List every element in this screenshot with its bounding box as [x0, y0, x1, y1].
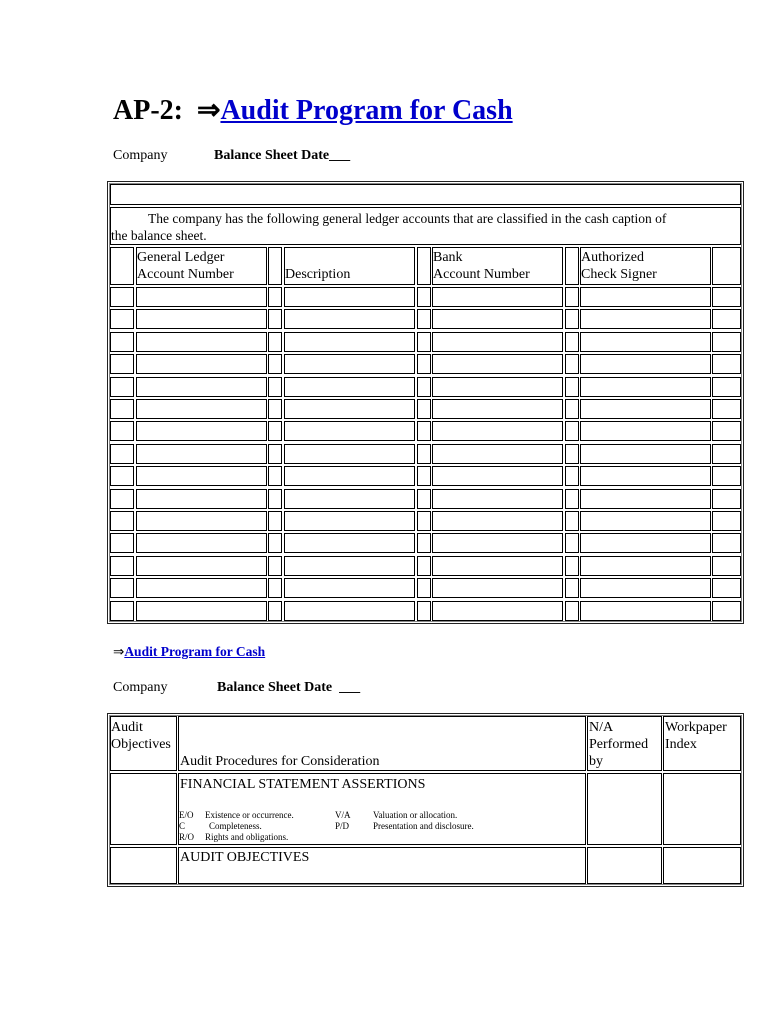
accounts-table-title-cell: [110, 184, 741, 205]
account-row-sep1-cell: [268, 489, 282, 509]
account-row-marker-cell: [110, 332, 134, 352]
account-row-sep2-cell: [417, 466, 431, 486]
balance-sheet-date-label-1: Balance Sheet Date___: [214, 148, 351, 163]
account-row-bank-account-cell: [432, 578, 563, 598]
account-row-marker-cell: [110, 399, 134, 419]
account-row-sep2-cell: [417, 287, 431, 307]
col-na-3: by: [589, 754, 603, 769]
account-row-marker-cell: [110, 444, 134, 464]
account-row-marker-cell: [110, 421, 134, 441]
account-row-gl-account-cell: [136, 556, 267, 576]
account-row-description-cell: [284, 309, 415, 329]
account-row-sep3-cell: [565, 377, 579, 397]
page-title: [113, 93, 513, 127]
account-row-sep3-cell: [565, 444, 579, 464]
col-bank-header-2: Account Number: [433, 267, 530, 282]
account-row-bank-account-cell: [432, 377, 563, 397]
account-row-description-cell: [284, 466, 415, 486]
account-row-description-cell: [284, 421, 415, 441]
account-row-sep2-cell: [417, 489, 431, 509]
col-gl-header-2: Account Number: [137, 267, 234, 282]
account-row-signer-cell: [580, 511, 711, 531]
account-row-end-cell: [712, 377, 741, 397]
account-row-signer-cell: [580, 489, 711, 509]
account-row-signer-cell: [580, 377, 711, 397]
account-row-signer-cell: [580, 466, 711, 486]
title-prefix: AP-2:: [113, 95, 183, 126]
account-row-sep1-cell: [268, 399, 282, 419]
account-row-description-cell: [284, 511, 415, 531]
account-row-description-cell: [284, 287, 415, 307]
arrow-icon: ⇒: [113, 644, 125, 659]
account-row-sep1-cell: [268, 601, 282, 621]
account-row-bank-account-cell: [432, 556, 563, 576]
account-row-bank-account-cell: [432, 601, 563, 621]
company-label-2: Company: [113, 680, 168, 695]
account-row-description-cell: [284, 578, 415, 598]
account-row-sep3-cell: [565, 489, 579, 509]
account-row-end-cell: [712, 556, 741, 576]
account-row-bank-account-cell: [432, 489, 563, 509]
account-row-marker-cell: [110, 511, 134, 531]
legend-pd-text: Presentation and disclosure.: [373, 821, 474, 831]
account-row-marker-cell: [110, 287, 134, 307]
header-marker-cell: [110, 247, 134, 285]
account-row-description-cell: [284, 489, 415, 509]
account-row-sep2-cell: [417, 377, 431, 397]
account-row-end-cell: [712, 578, 741, 598]
account-row-gl-account-cell: [136, 421, 267, 441]
balance-sheet-date-label-2: Balance Sheet Date ___: [217, 680, 361, 695]
header-end-cell: [712, 247, 741, 285]
legend-c-code: C: [179, 821, 186, 831]
audit-program-title-link[interactable]: Audit Program for Cash: [220, 95, 513, 126]
account-row-gl-account-cell: [136, 287, 267, 307]
account-row-end-cell: [712, 287, 741, 307]
legend-pd-code: P/D: [335, 821, 350, 831]
account-row-end-cell: [712, 601, 741, 621]
account-row-sep3-cell: [565, 533, 579, 553]
account-row-sep1-cell: [268, 444, 282, 464]
account-row-sep1-cell: [268, 287, 282, 307]
account-row-signer-cell: [580, 556, 711, 576]
account-row-sep1-cell: [268, 466, 282, 486]
account-row-description-cell: [284, 601, 415, 621]
account-row-sep3-cell: [565, 399, 579, 419]
account-row-sep3-cell: [565, 578, 579, 598]
col-na-1: N/A: [589, 720, 614, 735]
account-row-bank-account-cell: [432, 444, 563, 464]
legend-ro-text: Rights and obligations.: [205, 832, 289, 842]
account-row-sep2-cell: [417, 421, 431, 441]
account-row-signer-cell: [580, 533, 711, 553]
account-row-gl-account-cell: [136, 332, 267, 352]
account-row-bank-account-cell: [432, 399, 563, 419]
account-row-marker-cell: [110, 578, 134, 598]
subheading: [113, 644, 265, 660]
account-row-gl-account-cell: [136, 309, 267, 329]
account-row-marker-cell: [110, 309, 134, 329]
account-row-bank-account-cell: [432, 466, 563, 486]
account-row-bank-account-cell: [432, 309, 563, 329]
account-row-sep2-cell: [417, 309, 431, 329]
account-row-marker-cell: [110, 601, 134, 621]
account-row-description-cell: [284, 354, 415, 374]
account-row-sep1-cell: [268, 354, 282, 374]
account-row-signer-cell: [580, 332, 711, 352]
account-row-signer-cell: [580, 287, 711, 307]
account-row-marker-cell: [110, 354, 134, 374]
account-row-description-cell: [284, 556, 415, 576]
account-row-sep3-cell: [565, 601, 579, 621]
account-row-bank-account-cell: [432, 533, 563, 553]
account-row-marker-cell: [110, 533, 134, 553]
account-row-sep1-cell: [268, 578, 282, 598]
account-row-end-cell: [712, 332, 741, 352]
account-row-sep1-cell: [268, 421, 282, 441]
audit-program-subheading-link[interactable]: Audit Program for Cash: [124, 644, 266, 659]
account-row-sep3-cell: [565, 466, 579, 486]
account-row-description-cell: [284, 377, 415, 397]
account-row-sep1-cell: [268, 332, 282, 352]
arrow-icon: ⇒: [196, 95, 221, 126]
account-row-description-cell: [284, 533, 415, 553]
account-row-sep3-cell: [565, 354, 579, 374]
account-row-sep1-cell: [268, 309, 282, 329]
col-gl-header-1: General Ledger: [137, 250, 225, 265]
ao-workpaper-cell: [663, 847, 741, 884]
intro-text-line1: The company has the following general ledger accounts that are classified in the cash caption of: [148, 211, 667, 226]
header-sep3-cell: [565, 247, 579, 285]
intro-text-line2: the balance sheet.: [111, 228, 207, 243]
legend-va-text: Valuation or allocation.: [373, 810, 458, 820]
account-row-sep1-cell: [268, 511, 282, 531]
col-authorized-header-1: Authorized: [581, 250, 644, 265]
col-authorized-header-2: Check Signer: [581, 267, 657, 282]
account-row-signer-cell: [580, 399, 711, 419]
legend-ro-code: R/O: [179, 832, 195, 842]
account-row-end-cell: [712, 511, 741, 531]
account-row-description-cell: [284, 332, 415, 352]
fsa-objective-cell: [110, 773, 177, 845]
col-procedures-header: Audit Procedures for Consideration: [180, 754, 380, 769]
fsa-workpaper-cell: [663, 773, 741, 845]
account-row-signer-cell: [580, 309, 711, 329]
col-audit-objectives-2: Objectives: [111, 737, 171, 752]
col-bank-header-1: Bank: [433, 250, 463, 265]
legend-eo-code: E/O: [179, 810, 194, 820]
account-row-description-cell: [284, 444, 415, 464]
col-description-header: Description: [285, 267, 351, 282]
account-row-sep3-cell: [565, 309, 579, 329]
account-row-gl-account-cell: [136, 466, 267, 486]
ao-objective-cell: [110, 847, 177, 884]
account-row-gl-account-cell: [136, 399, 267, 419]
account-row-sep3-cell: [565, 332, 579, 352]
account-row-signer-cell: [580, 578, 711, 598]
account-row-sep3-cell: [565, 421, 579, 441]
account-row-marker-cell: [110, 556, 134, 576]
account-row-description-cell: [284, 399, 415, 419]
account-row-end-cell: [712, 533, 741, 553]
account-row-marker-cell: [110, 489, 134, 509]
account-row-end-cell: [712, 309, 741, 329]
header-sep1-cell: [268, 247, 282, 285]
account-row-gl-account-cell: [136, 533, 267, 553]
account-row-end-cell: [712, 421, 741, 441]
legend-eo-text: Existence or occurrence.: [205, 810, 294, 820]
account-row-end-cell: [712, 444, 741, 464]
account-row-gl-account-cell: [136, 601, 267, 621]
legend-va-code: V/A: [335, 810, 351, 820]
account-row-sep1-cell: [268, 377, 282, 397]
account-row-sep2-cell: [417, 556, 431, 576]
col-audit-objectives-1: Audit: [111, 720, 143, 735]
ao-na-cell: [587, 847, 662, 884]
account-row-sep2-cell: [417, 533, 431, 553]
account-row-sep3-cell: [565, 287, 579, 307]
company-label-1: Company: [113, 148, 168, 163]
account-row-sep1-cell: [268, 533, 282, 553]
account-row-end-cell: [712, 399, 741, 419]
col-na-2: Performed: [589, 737, 649, 752]
account-row-sep2-cell: [417, 332, 431, 352]
account-row-end-cell: [712, 354, 741, 374]
account-row-signer-cell: [580, 354, 711, 374]
account-row-marker-cell: [110, 377, 134, 397]
account-row-end-cell: [712, 489, 741, 509]
legend-c-text: Completeness.: [209, 821, 262, 831]
fsa-na-cell: [587, 773, 662, 845]
account-row-gl-account-cell: [136, 377, 267, 397]
header-sep2-cell: [417, 247, 431, 285]
account-row-sep3-cell: [565, 556, 579, 576]
account-row-bank-account-cell: [432, 287, 563, 307]
account-row-signer-cell: [580, 421, 711, 441]
account-row-sep2-cell: [417, 601, 431, 621]
col-workpaper-2: Index: [665, 737, 697, 752]
account-row-gl-account-cell: [136, 489, 267, 509]
account-row-bank-account-cell: [432, 511, 563, 531]
fsa-title: FINANCIAL STATEMENT ASSERTIONS: [180, 777, 426, 792]
account-row-marker-cell: [110, 466, 134, 486]
account-row-sep2-cell: [417, 354, 431, 374]
account-row-sep1-cell: [268, 556, 282, 576]
account-row-end-cell: [712, 466, 741, 486]
account-row-sep2-cell: [417, 511, 431, 531]
account-row-sep3-cell: [565, 511, 579, 531]
account-row-bank-account-cell: [432, 421, 563, 441]
account-row-gl-account-cell: [136, 444, 267, 464]
account-row-bank-account-cell: [432, 354, 563, 374]
account-row-sep2-cell: [417, 578, 431, 598]
account-row-gl-account-cell: [136, 354, 267, 374]
account-row-sep2-cell: [417, 399, 431, 419]
account-row-gl-account-cell: [136, 578, 267, 598]
account-row-signer-cell: [580, 601, 711, 621]
account-row-gl-account-cell: [136, 511, 267, 531]
account-row-sep2-cell: [417, 444, 431, 464]
account-row-bank-account-cell: [432, 332, 563, 352]
account-row-signer-cell: [580, 444, 711, 464]
col-workpaper-1: Workpaper: [665, 720, 727, 735]
audit-objectives-title: AUDIT OBJECTIVES: [180, 850, 310, 865]
